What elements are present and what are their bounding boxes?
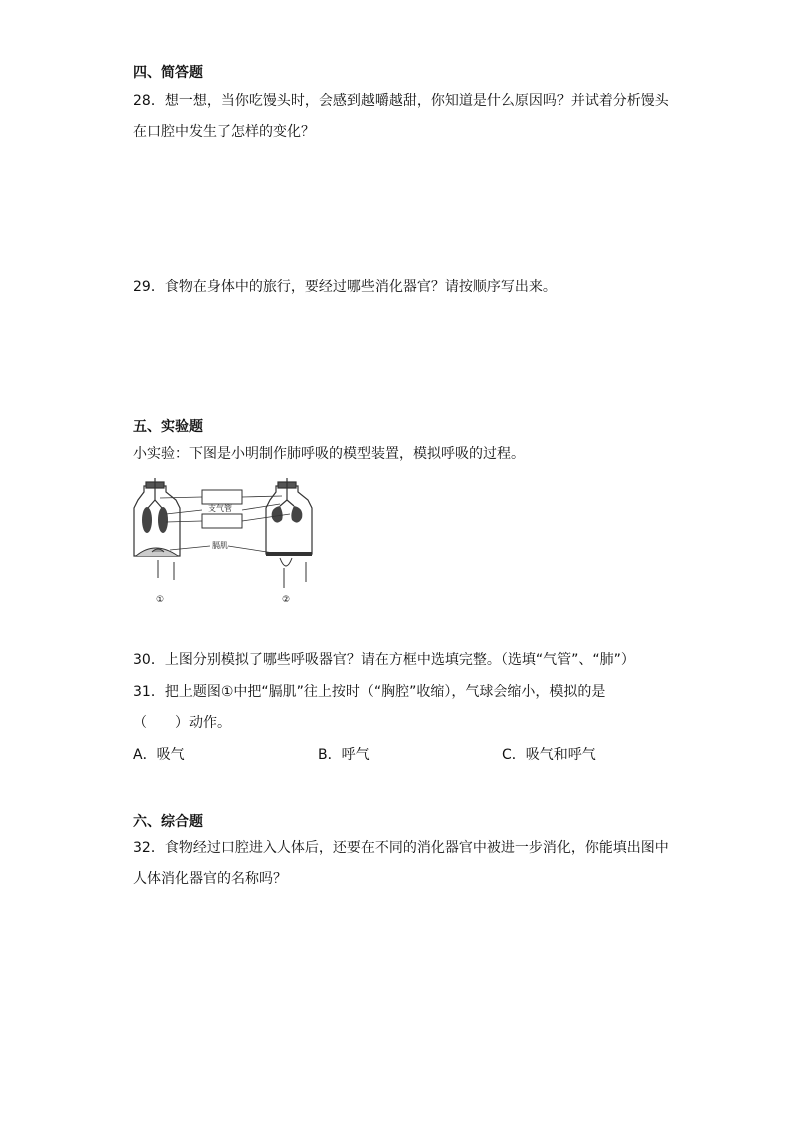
question-29: 29．食物在身体中的旅行，要经过哪些消化器官？请按顺序写出来。 (133, 279, 557, 295)
answer-box-middle (202, 514, 242, 528)
label-bronchus: 支气管 (208, 504, 232, 513)
label-model-2: ② (282, 595, 291, 605)
question-28-line-1: 28．想一想，当你吃馒头时，会感到越嚼越甜，你知道是什么原因吗？并试着分析馒头 (133, 93, 669, 109)
option-b: B．呼气 (318, 747, 370, 763)
question-32-line-1: 32．食物经过口腔进入人体后，还要在不同的消化器官中被进一步消化，你能填出图中 (133, 840, 669, 856)
balloon-lung-right-1 (158, 507, 168, 533)
section-6-heading: 六、综合题 (133, 814, 203, 830)
option-c: C．吸气和呼气 (502, 747, 596, 763)
option-a: A．吸气 (133, 747, 185, 763)
question-28-line-2: 在口腔中发生了怎样的变化？ (133, 124, 315, 140)
balloon-lung-left-2 (272, 506, 283, 523)
balloon-lung-right-2 (291, 506, 302, 523)
balloon-lung-left-1 (142, 507, 152, 533)
question-31-line-2: （ ）动作。 (133, 715, 231, 731)
label-model-1: ① (156, 595, 165, 605)
answer-box-top (202, 490, 242, 504)
question-30: 30．上图分别模拟了哪些呼吸器官？请在方框中选填完整。（选填“气管”、“肺”） (133, 652, 635, 668)
lung-model-diagram (130, 478, 330, 606)
section-5-heading: 五、实验题 (133, 419, 203, 435)
experiment-intro: 小实验：下图是小明制作肺呼吸的模型装置，模拟呼吸的过程。 (133, 446, 525, 462)
jar-1 (134, 478, 180, 556)
section-4-heading: 四、简答题 (133, 65, 203, 81)
label-diaphragm: 膈肌 (212, 541, 228, 550)
question-31-line-1: 31．把上题图①中把“膈肌”往上按时（“胸腔”收缩），气球会缩小，模拟的是 (133, 684, 606, 700)
question-32-line-2: 人体消化器官的名称吗？ (133, 871, 287, 887)
